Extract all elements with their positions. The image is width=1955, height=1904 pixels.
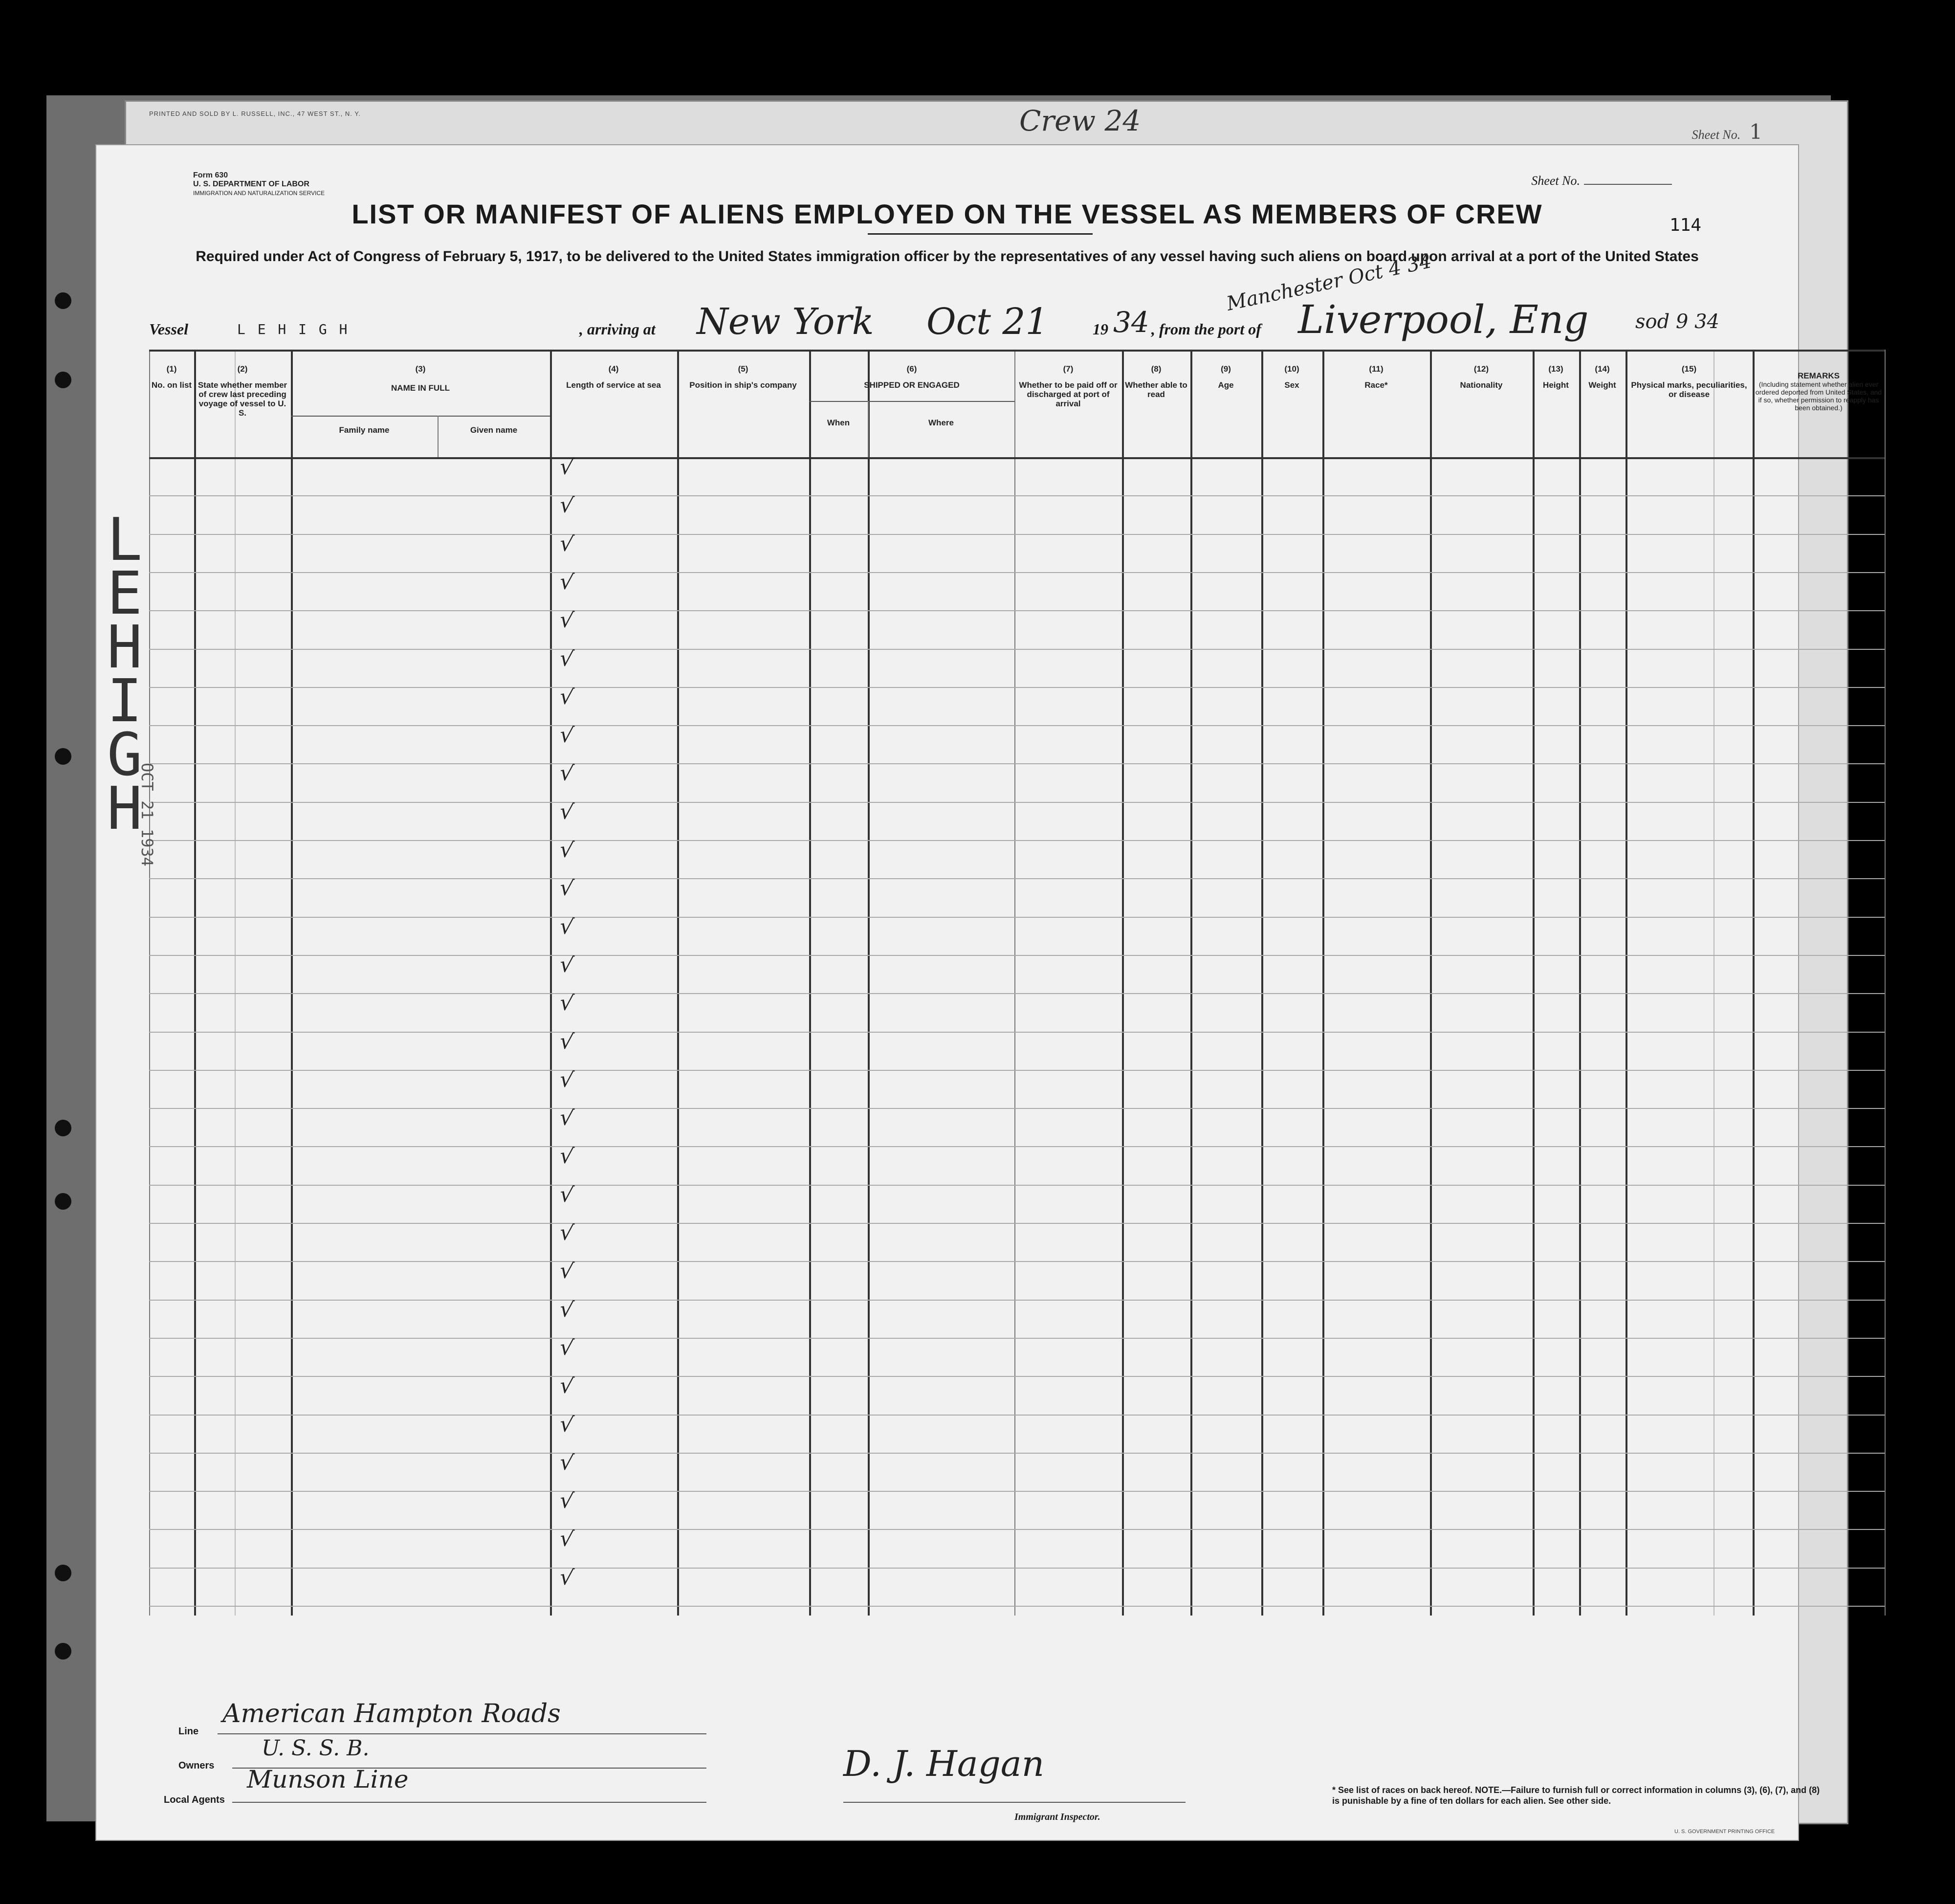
- side-stamp-letter: H: [107, 775, 143, 843]
- agents-label: Local Agents: [164, 1794, 225, 1805]
- service-checkmark: √: [558, 913, 575, 940]
- row-rule: [149, 763, 1885, 764]
- form-number: Form 630: [193, 171, 228, 179]
- column-divider: [1626, 350, 1627, 1616]
- column-number: (11): [1369, 364, 1384, 374]
- row-rule: [149, 1338, 1885, 1339]
- row-rule: [149, 1491, 1885, 1492]
- column-number: (3): [415, 364, 426, 374]
- binder-hole: [55, 292, 71, 309]
- year-prefix: 19: [1093, 320, 1108, 338]
- column-header: [1755, 364, 1883, 412]
- column-divider: [1713, 350, 1714, 1616]
- column-header: [1192, 364, 1259, 390]
- column-header: [1432, 364, 1531, 390]
- arrival-date: Oct 21: [926, 301, 1049, 343]
- service-checkmark: √: [558, 1066, 575, 1093]
- row-rule: [149, 1223, 1885, 1224]
- back-sheet-number: Sheet No. 1: [1691, 120, 1762, 144]
- sub-column-header: Where: [928, 418, 954, 427]
- line-underline: [218, 1733, 706, 1734]
- column-divider: [1753, 350, 1755, 1616]
- column-header: [151, 364, 192, 390]
- service-checkmark: √: [558, 837, 575, 863]
- service-checkmark: √: [558, 1487, 575, 1514]
- service-checkmark: √: [558, 875, 575, 902]
- column-label: Race*: [1364, 380, 1388, 390]
- column-header: [679, 364, 807, 390]
- service-checkmark: √: [558, 952, 575, 978]
- column-label: No. on list: [151, 380, 192, 390]
- header-bottom-rule: [149, 457, 1885, 459]
- agents-value: Munson Line: [247, 1765, 409, 1793]
- binder-hole: [55, 372, 71, 388]
- side-date-stamp: OCT 21 1934: [138, 763, 156, 866]
- column-header: [1627, 364, 1751, 399]
- row-rule: [149, 1606, 1885, 1607]
- sub-column-header: Family name: [339, 425, 390, 435]
- row-rule: [149, 1146, 1885, 1147]
- form-identifier: [193, 171, 325, 198]
- column-divider: [1533, 350, 1535, 1616]
- owners-value: U. S. S. B.: [262, 1736, 370, 1761]
- column-number: (6): [906, 364, 917, 374]
- column-number: (7): [1063, 364, 1074, 374]
- row-rule: [149, 725, 1885, 726]
- service-checkmark: √: [558, 1526, 575, 1553]
- column-divider: [149, 350, 150, 1616]
- column-header: [196, 364, 289, 418]
- row-rule: [149, 1529, 1885, 1530]
- column-label: Sex: [1284, 380, 1299, 390]
- service-checkmark: √: [558, 1258, 575, 1285]
- row-rule: [149, 917, 1885, 918]
- column-header: [1124, 364, 1188, 399]
- column-header: [552, 364, 675, 390]
- service-checkmark: √: [558, 798, 575, 825]
- side-stamp-letter: I: [107, 667, 143, 735]
- service-checkmark: √: [558, 1334, 575, 1361]
- row-rule: [149, 1070, 1885, 1071]
- column-divider: [235, 350, 236, 1616]
- year-suffix: 34: [1113, 306, 1149, 339]
- service-checkmark: √: [558, 1143, 575, 1170]
- service-checkmark: √: [558, 1564, 575, 1591]
- column-label: Position in ship's company: [689, 380, 797, 390]
- column-number: (15): [1681, 364, 1697, 374]
- sub-column-header: When: [827, 418, 850, 427]
- sheet-number-field: Sheet No.: [1531, 174, 1672, 188]
- column-number: (13): [1548, 364, 1563, 374]
- column-label: Whether able to read: [1125, 380, 1187, 399]
- inspector-label: Immigrant Inspector.: [1014, 1812, 1100, 1822]
- column-number: (14): [1595, 364, 1610, 374]
- column-divider: [1322, 350, 1324, 1616]
- column-divider: [194, 350, 196, 1616]
- row-rule: [149, 649, 1885, 650]
- row-rule: [149, 1568, 1885, 1569]
- column-number: (5): [738, 364, 748, 374]
- vessel-name: L E H I G H: [237, 321, 350, 337]
- column-number: (8): [1151, 364, 1162, 374]
- column-divider: [1430, 350, 1432, 1616]
- department-name: U. S. DEPARTMENT OF LABOR: [193, 180, 309, 188]
- row-rule: [149, 955, 1885, 956]
- title-underline: [868, 233, 1093, 235]
- column-divider: [1014, 350, 1015, 1616]
- row-rule: [149, 878, 1885, 879]
- remarks-note: (Including statement whether alien ever ordered deported from United States, and if so, whether permission to reapply has been obtained.): [1755, 380, 1882, 412]
- vessel-label: Vessel: [149, 320, 188, 338]
- service-checkmark: √: [558, 645, 575, 672]
- page-title: LIST OR MANIFEST OF ALIENS EMPLOYED ON THE VESSEL AS MEMBERS OF CREW: [351, 199, 1543, 229]
- shipped-subheader-rule: [809, 401, 1014, 402]
- column-label: Height: [1543, 380, 1569, 390]
- page-number: 114: [1669, 215, 1701, 235]
- agents-underline: [232, 1802, 706, 1803]
- crew-note: Crew 24: [1019, 104, 1141, 137]
- binder-hole: [55, 1643, 71, 1660]
- column-divider: [1885, 350, 1886, 1616]
- column-header: [1581, 364, 1624, 390]
- owners-label: Owners: [178, 1760, 215, 1771]
- column-label: State whether member of crew last preceding voyage of vessel to U. S.: [198, 380, 287, 418]
- column-number: (2): [237, 364, 248, 374]
- footer-note: * See list of races on back hereof. NOTE.—Failure to furnish full or correct information in columns (3), (6), (7), and (8) is punishable by a fine of ten dollars for each alien. See other side.: [1332, 1785, 1820, 1806]
- column-divider: [809, 350, 811, 1616]
- name-subheader-rule: [291, 416, 550, 417]
- from-port: Liverpool, Eng: [1298, 297, 1589, 342]
- row-rule: [149, 1261, 1885, 1262]
- signature-underline: [843, 1802, 1186, 1803]
- crew-manifest-table: [149, 350, 1885, 1680]
- page-subtitle: Required under Act of Congress of February 5, 1917, to be delivered to the United States immigration officer by the representatives of any vessel having such aliens on board upon arrival at a port of the United States: [196, 248, 1699, 265]
- column-label: SHIPPED OR ENGAGED: [864, 380, 960, 390]
- column-number: (9): [1221, 364, 1231, 374]
- service-checkmark: √: [558, 569, 575, 596]
- column-divider: [291, 350, 293, 1616]
- row-rule: [149, 1453, 1885, 1454]
- column-header: [1535, 364, 1577, 390]
- column-header: [1263, 364, 1320, 390]
- service-checkmark: √: [558, 1181, 575, 1208]
- service-checkmark: √: [558, 1028, 575, 1055]
- service-checkmark: √: [558, 607, 575, 634]
- row-rule: [149, 1376, 1885, 1377]
- service-checkmark: √: [558, 492, 575, 519]
- row-rule: [149, 1108, 1885, 1109]
- manifest-footer: [149, 1699, 1885, 1846]
- back-sheet-header: [139, 105, 1821, 149]
- row-rule: [149, 1185, 1885, 1186]
- column-label: Age: [1218, 380, 1234, 390]
- from-label: , from the port of: [1151, 320, 1261, 338]
- line-label: Line: [178, 1726, 199, 1737]
- binder-hole: [55, 1193, 71, 1210]
- binder-hole: [55, 1565, 71, 1581]
- column-label: Weight: [1588, 380, 1616, 390]
- service-checkmark: √: [558, 1373, 575, 1399]
- column-divider: [1122, 350, 1124, 1616]
- row-rule: [149, 1300, 1885, 1301]
- service-checkmark: √: [558, 990, 575, 1017]
- sub-column-header: Given name: [470, 425, 518, 435]
- gpo-imprint: U. S. GOVERNMENT PRINTING OFFICE: [1674, 1829, 1775, 1835]
- column-number: (12): [1473, 364, 1489, 374]
- line-value: American Hampton Roads: [222, 1699, 561, 1728]
- column-header: [293, 364, 548, 393]
- column-divider: [868, 350, 870, 1616]
- column-label: NAME IN FULL: [391, 383, 450, 393]
- column-number: (10): [1284, 364, 1299, 374]
- column-divider: [550, 350, 552, 1616]
- service-name: IMMIGRATION AND NATURALIZATION SERVICE: [193, 190, 325, 197]
- row-rule: [149, 572, 1885, 573]
- column-number: (1): [166, 364, 177, 374]
- side-stamp-letter: H: [107, 614, 143, 682]
- column-number: (4): [608, 364, 619, 374]
- column-header: [1016, 364, 1120, 408]
- column-label: Nationality: [1460, 380, 1503, 390]
- side-stamp-letter: G: [107, 721, 143, 789]
- side-stamp-letter: E: [107, 560, 143, 628]
- column-divider: [1261, 350, 1263, 1616]
- row-rule: [149, 534, 1885, 535]
- column-label: REMARKS: [1798, 371, 1840, 380]
- column-label: Physical marks, peculiarities, or disease: [1631, 380, 1747, 399]
- row-rule: [149, 687, 1885, 688]
- manifest-page: [95, 144, 1882, 1841]
- row-rule: [149, 1032, 1885, 1033]
- column-header: [1324, 364, 1428, 390]
- column-label: Whether to be paid off or discharged at port of arrival: [1019, 380, 1118, 408]
- column-label: Length of service at sea: [566, 380, 661, 390]
- row-rule: [149, 993, 1885, 994]
- column-divider: [677, 350, 679, 1616]
- column-divider: [1579, 350, 1581, 1616]
- service-checkmark: √: [558, 1296, 575, 1323]
- name-divider: [438, 416, 439, 457]
- row-rule: [149, 610, 1885, 611]
- service-checkmark: √: [558, 1219, 575, 1246]
- row-rule: [149, 1415, 1885, 1416]
- printer-imprint: PRINTED AND SOLD BY L. RUSSELL, INC., 47 WEST ST., N. Y.: [149, 110, 361, 117]
- column-divider: [1190, 350, 1192, 1616]
- arriving-label: , arriving at: [579, 320, 656, 338]
- row-rule: [149, 802, 1885, 803]
- shipped-divider: [868, 401, 869, 457]
- port-annotation: Manchester Oct 4 34: [1224, 250, 1434, 315]
- arriving-port: New York: [697, 301, 874, 343]
- row-rule: [149, 840, 1885, 841]
- header-top-rule: [149, 350, 1885, 352]
- side-stamp-letter: L: [107, 506, 143, 574]
- service-checkmark: √: [558, 684, 575, 710]
- service-checkmark: √: [558, 454, 575, 481]
- service-checkmark: √: [558, 1449, 575, 1476]
- inspector-signature: D. J. Hagan: [843, 1743, 1045, 1784]
- service-checkmark: √: [558, 722, 575, 749]
- service-checkmark: √: [558, 1411, 575, 1438]
- from-port-note: sod 9 34: [1635, 310, 1719, 333]
- binder-hole: [55, 1120, 71, 1136]
- service-checkmark: √: [558, 530, 575, 557]
- service-checkmark: √: [558, 760, 575, 787]
- service-checkmark: √: [558, 1105, 575, 1131]
- binder-hole: [55, 748, 71, 765]
- row-rule: [149, 495, 1885, 496]
- column-header: [811, 364, 1012, 390]
